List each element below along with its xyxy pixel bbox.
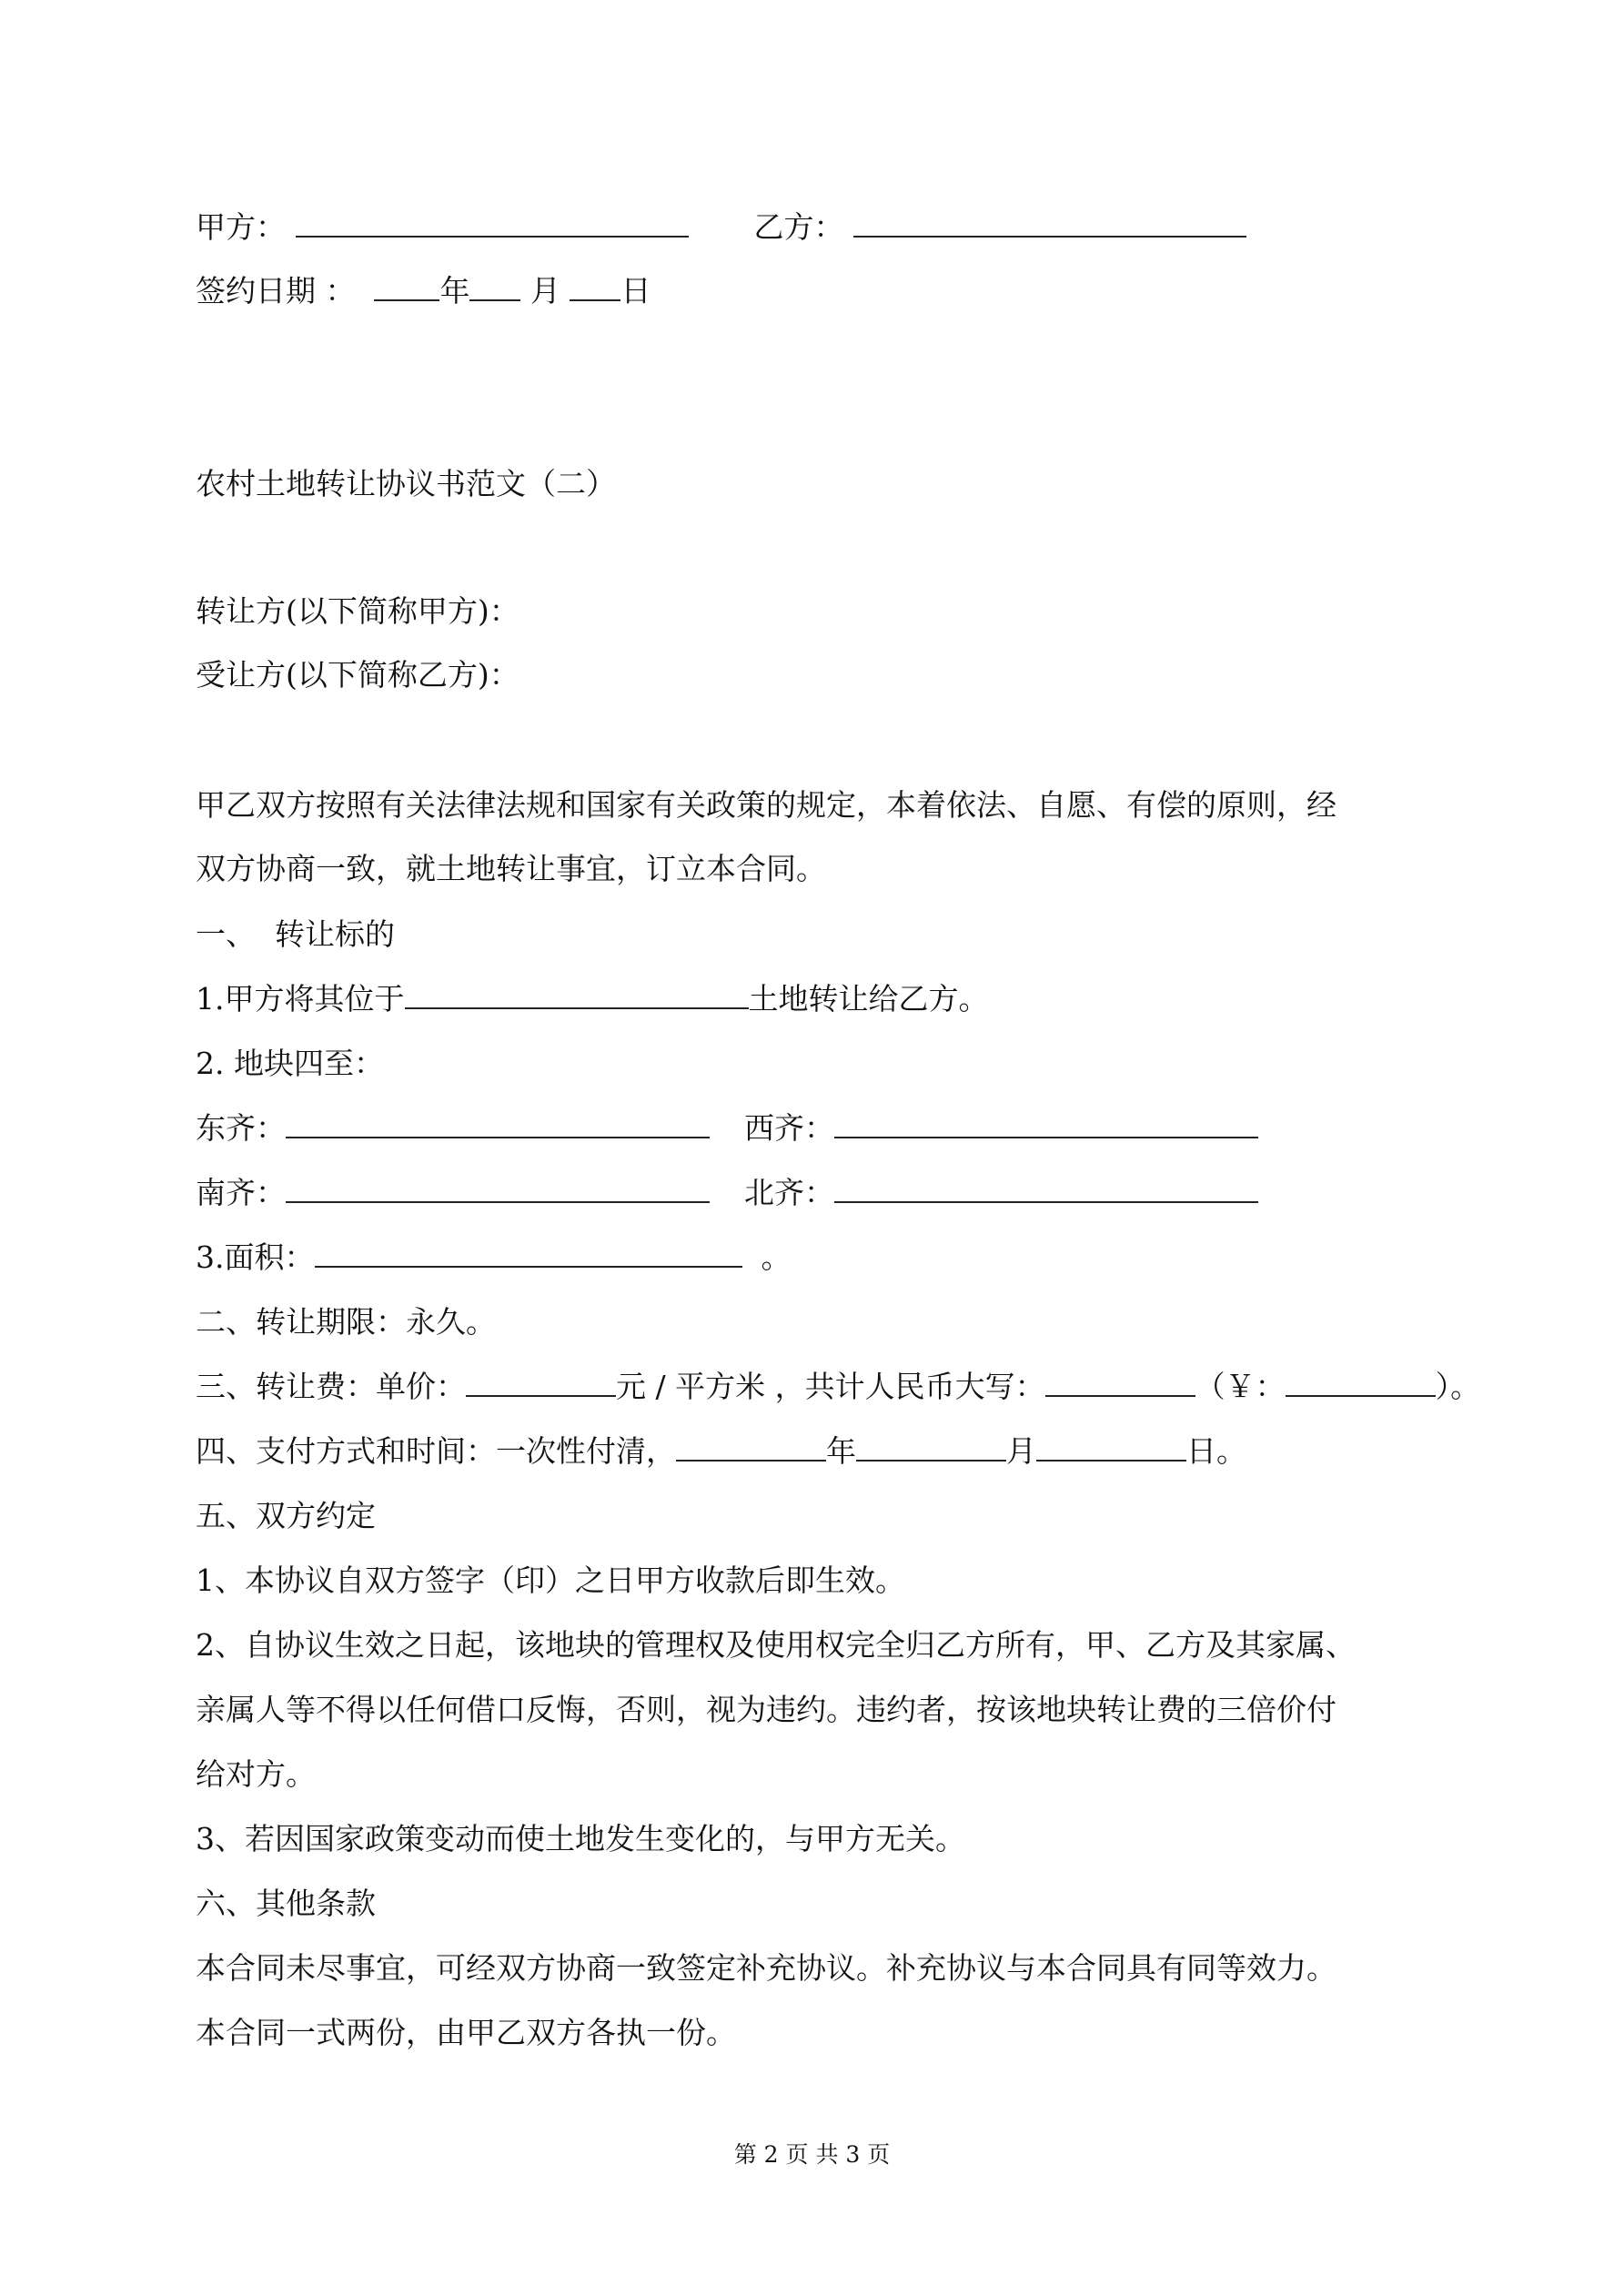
payment-month-label: 月 [1006,1433,1036,1469]
signing-date-label: 签约日期 ： [196,273,356,308]
payment-month-blank [856,1432,1006,1462]
transferor-line: 转让方(以下简称甲方)： [196,593,519,629]
item-1-suffix: 土地转让给乙方。 [748,981,989,1017]
party-b-label: 乙方： [753,209,844,245]
date-year-blank [374,272,439,301]
section-1-heading: 一、 转让标的 [196,916,395,952]
boundary-east-west-line [196,1108,1258,1148]
fee-unit: 元 / 平方米 ，共计人民币大写： [616,1369,1045,1404]
south-blank [286,1174,710,1203]
area-label: 3.面积： [196,1239,315,1275]
page-footer: 第 2 页 共 3 页 [733,2141,891,2168]
fee-yen: （￥： [1195,1369,1286,1404]
section-5-clause-1: 1、本协议自双方签字（印）之日甲方收款后即生效。 [196,1563,905,1598]
east-blank [286,1109,710,1138]
intro-line-2: 双方协商一致，就土地转让事宜，订立本合同。 [196,851,826,886]
area-end: 。 [761,1239,792,1275]
west-label: 西齐： [744,1110,834,1146]
transferee-line: 受让方(以下简称乙方)： [196,657,519,693]
payment-year-blank [676,1432,826,1462]
item-1-prefix: 1.甲方将其位于 [196,981,405,1017]
section-6-line-2: 本合同一式两份，由甲乙双方各执一份。 [196,2015,736,2050]
section-5-clause-2-line-1: 2、自协议生效之日起，该地块的管理权及使用权完全归乙方所有，甲、乙方及其家属、 [196,1627,1356,1663]
section-2-term: 二、转让期限：永久。 [196,1304,496,1340]
signature-party-line [196,207,1246,248]
fee-prefix: 三、转让费：单价： [196,1369,466,1404]
date-month-blank [469,272,520,301]
section-1-item-1 [196,979,989,1019]
payment-prefix: 四、支付方式和时间：一次性付清， [196,1433,676,1469]
document-title: 农村土地转让协议书范文（二） [196,466,616,501]
payment-day-label: 日。 [1186,1433,1246,1469]
total-number-blank [1286,1368,1436,1397]
fee-end: ）。 [1435,1369,1481,1404]
section-3-fee [196,1367,1480,1407]
section-5-clause-3: 3、若因国家政策变动而使土地发生变化的，与甲方无关。 [196,1821,965,1856]
section-1-item-2: 2. 地块四至： [196,1046,384,1081]
east-label: 东齐： [196,1110,286,1146]
date-month-label: 月 [530,273,560,308]
section-5-clause-2-line-2: 亲属人等不得以任何借口反悔，否则，视为违约。违约者，按该地块转让费的三倍价付 [196,1692,1337,1727]
north-label: 北齐： [744,1175,834,1210]
payment-year-label: 年 [826,1433,856,1469]
date-day-blank [570,272,620,301]
date-day-label: 日 [620,273,651,308]
section-6-heading: 六、其他条款 [196,1886,376,1921]
date-year-label: 年 [439,273,470,308]
west-blank [834,1109,1258,1138]
unit-price-blank [466,1368,616,1397]
north-blank [834,1174,1258,1203]
signing-date-line [196,271,651,311]
total-words-blank [1045,1368,1195,1397]
section-4-payment [196,1431,1246,1472]
area-line [196,1238,791,1278]
boundary-south-north-line [196,1173,1258,1213]
section-5-heading: 五、双方约定 [196,1498,376,1533]
party-a-blank [296,208,689,238]
intro-line-1: 甲乙双方按照有关法律法规和国家有关政策的规定，本着依法、自愿、有偿的原则，经 [196,787,1337,823]
land-location-blank [405,980,749,1009]
section-5-clause-2-line-3: 给对方。 [196,1756,316,1792]
area-blank [315,1239,742,1268]
south-label: 南齐： [196,1175,286,1210]
party-b-blank [853,208,1246,238]
party-a-label: 甲方： [196,209,286,245]
section-6-line-1: 本合同未尽事宜，可经双方协商一致签定补充协议。补充协议与本合同具有同等效力。 [196,1950,1337,1986]
payment-day-blank [1036,1432,1186,1462]
